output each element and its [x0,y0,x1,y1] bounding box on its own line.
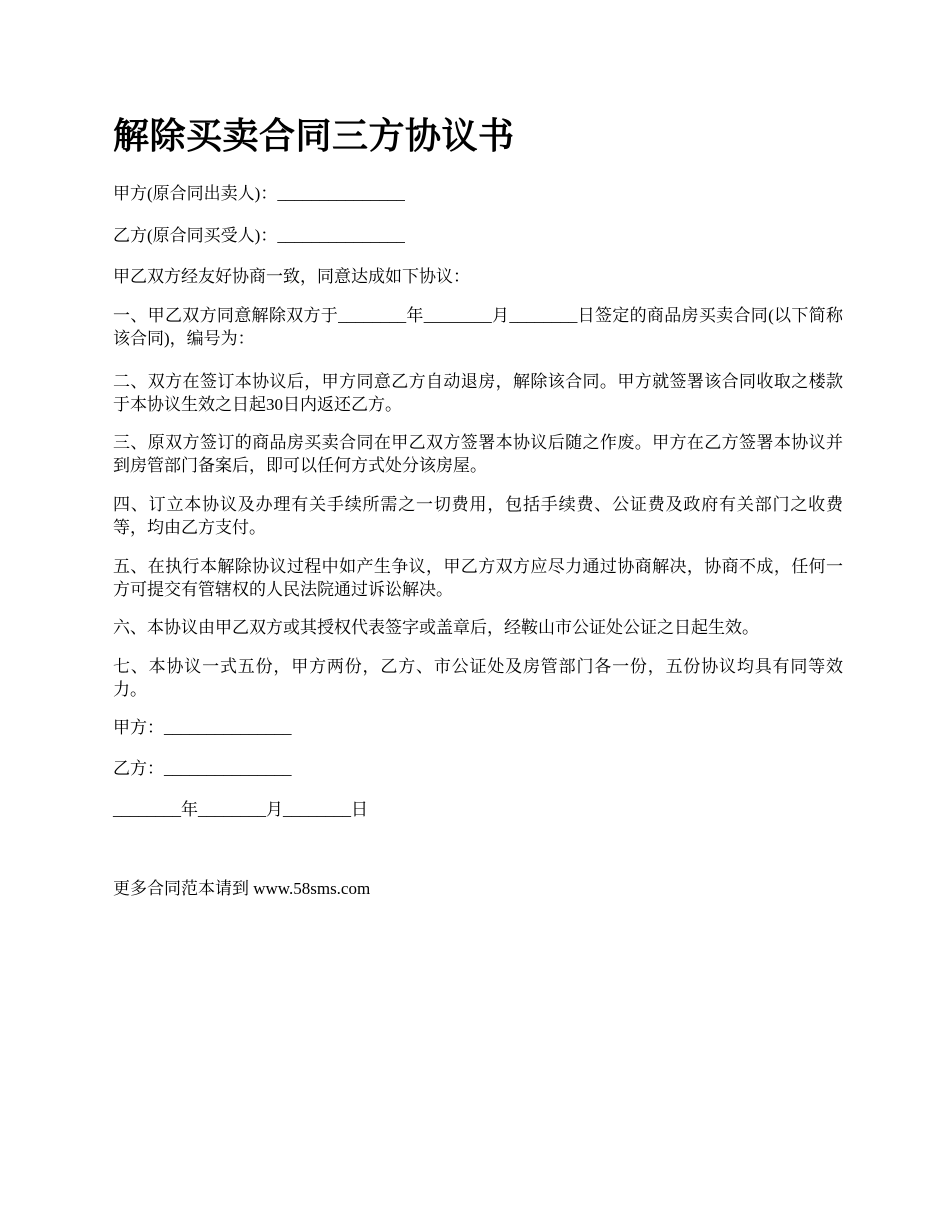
clause-3: 三、原双方签订的商品房买卖合同在甲乙双方签署本协议后随之作废。甲方在乙方签署本协议并到房管部门备案后，即可以任何方式处分该房屋。 [113,433,843,475]
signature-party-b: 乙方：_______________ [113,759,292,778]
footer-link-text: 更多合同范本请到 www.58sms.com [113,879,371,898]
party-a-line: 甲方(原合同出卖人)：_______________ [113,184,405,203]
intro-text: 甲乙双方经友好协商一致，同意达成如下协议： [113,267,470,286]
clause-6: 六、本协议由甲乙双方或其授权代表签字或盖章后，经鞍山市公证处公证之日起生效。 [113,618,759,637]
clause-5: 五、在执行本解除协议过程中如产生争议，甲乙方双方应尽力通过协商解决，协商不成，任何一方可提交有管辖权的人民法院通过诉讼解决。 [113,557,843,599]
clause-7: 七、本协议一式五份，甲方两份，乙方、市公证处及房管部门各一份，五份协议均具有同等效力。 [113,657,843,699]
clause-1: 一、甲乙双方同意解除双方于________年________月________日签定的商品房买卖合同(以下简称该合同)，编号为： [113,306,843,348]
party-b-line: 乙方(原合同买受人)：_______________ [113,226,405,245]
clause-4: 四、订立本协议及办理有关手续所需之一切费用，包括手续费、公证费及政府有关部门之收费等，均由乙方支付。 [113,495,843,537]
document-title: 解除买卖合同三方协议书 [113,116,515,156]
clause-2: 二、双方在签订本协议后，甲方同意乙方自动退房，解除该合同。甲方就签署该合同收取之楼款于本协议生效之日起30日内返还乙方。 [113,372,843,414]
signature-party-a: 甲方：_______________ [113,718,292,737]
signing-date: ________年________月________日 [113,800,368,819]
